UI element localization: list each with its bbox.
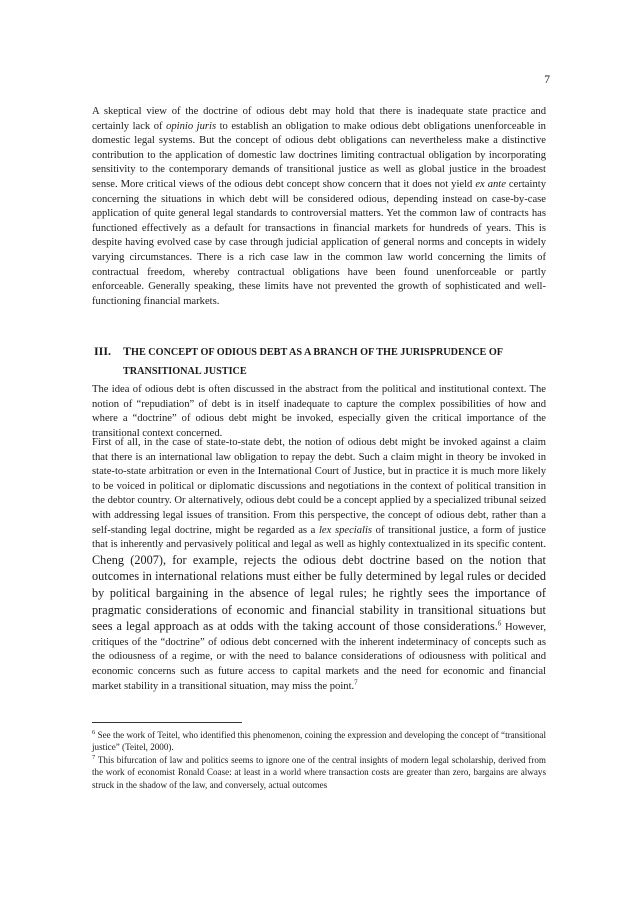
text-run: A skeptical view of the doctrine of odious debt may hold that there is inadequate state practice and certainly lack of	[92, 106, 546, 132]
section-title-initial: T	[123, 344, 132, 358]
paragraph-idea-of-odious-debt: The idea of odious debt is often discussed in the abstract from the political and institutional context. The notion of “repudiation” of debt is in itself inadequate to capture the complex possibilities of how and where a “doctrine” of odious debt might be invoked, especially given the critical importance of the transitional context concerned.	[92, 384, 546, 439]
section-title-line1: HE CONCEPT OF ODIOUS DEBT AS A BRANCH OF THE JURISPRUDENCE OF	[131, 347, 504, 358]
section-number: III.	[94, 344, 112, 358]
paragraph-state-to-state-debt	[92, 436, 546, 694]
footnote-ref-7[interactable]: 7	[354, 677, 358, 686]
italic-term-ex-ante: ex ante	[475, 178, 506, 190]
footnote-text: This bifurcation of law and politics seems to ignore one of the central insights of modern legal scholarship, derived from the work of economist Ronald Coase: at least in a world where transaction costs are greater than zero, bargains are always struck in the shadow of the law, and conversely, actual outcomes	[92, 754, 546, 790]
footnote-ref-6[interactable]: 6	[497, 619, 502, 628]
footnotes	[92, 729, 546, 791]
text-run: First of all, in the case of state-to-state debt, the notion of odious debt might be invoked against a claim that there is an international law obligation to repay the debt. Such a claim might in theory be invoked in state-to-state arbitration or even in the International Court of Justice, but in practice it is much more likely to be voiced in political or diplomatic discussions and negotiations in the context of political transition in the debtor country. Or alternatively, odious debt could be a concept applied by a specialized tribunal seized with addressing legal issues of transition. From this perspective, the concept of odious debt, rather than a self-standing legal doctrine, might be regarded as a	[92, 437, 546, 536]
section-heading	[94, 342, 550, 381]
text-run: of transitional justice, a form of justice that is inherently and pervasively political and legal as well as highly contextualized in its specific content.	[92, 524, 546, 551]
text-run: certainty concerning the situations in which debt will be considered odious, depending instead on case-by-case application of quite general legal standards to controversial matters. Yet the common law of contracts has functioned effectively as a default for transactions in financial markets for hundreds of years. This is despite having evolved case by case through judicial application of general norms and concepts in widely varying circumstances. There is a rich case law in the common law world concerning the limits of contractual freedom, whereby contractual obligations have been found unenforceable or partly enforceable. Generally speaking, these limits have not prevented the growth of sophisticated and well-functioning financial markets.	[92, 178, 546, 307]
paragraph-odious-debt-skeptical-view	[92, 105, 546, 309]
footnote-7	[92, 754, 546, 791]
page-number: 7	[544, 74, 550, 86]
italic-term-lex-specialis: lex specialis	[318, 524, 373, 536]
footnote-6	[92, 729, 546, 754]
footnote-separator	[92, 722, 242, 723]
section-title-line2: TRANSITIONAL JUSTICE	[123, 366, 247, 377]
footnote-text: See the work of Teitel, who identified this phenomenon, coining the expression and developing the concept of “transitional justice” (Teitel, 2000).	[92, 730, 546, 753]
footnote-number: 7	[92, 753, 96, 761]
text-run: However, critiques of the “doctrine” of odious debt concerned with the inherent indeterminacy of concepts such as the odiousness of a regime, or with the need to balance considerations of odiousness with political and economic concerns such as future access to capital markets and the need for economic and financial market stability in a transitional situation, may miss the point.	[92, 622, 546, 692]
italic-term-opinio-juris: opinio juris	[166, 120, 217, 132]
footnote-number: 6	[92, 728, 96, 736]
text-run: to establish an obligation to make odious debt obligations unenforceable in domestic legal systems. But the concept of odious debt obligations can nevertheless make a distinctive contribution to the application of domestic law doctrines limiting contractual obligation by incorporating sensitivity to the contemporary demands of transitional justice as well as global justice in the broadest sense. More critical views of the odious debt concept show concern that it does not yield	[92, 120, 546, 190]
text-run-cheng: Cheng (2007), for example, rejects the odious debt doctrine based on the notion that outcomes in international relations must either be fully determined by legal rules or decided by political bargaining in the absence of legal rules; he rightly sees the importance of pragmatic considerations of economic and financial stability in transitional situations but sees a legal approach as at odds with the taking account of those considerations.	[92, 552, 546, 634]
